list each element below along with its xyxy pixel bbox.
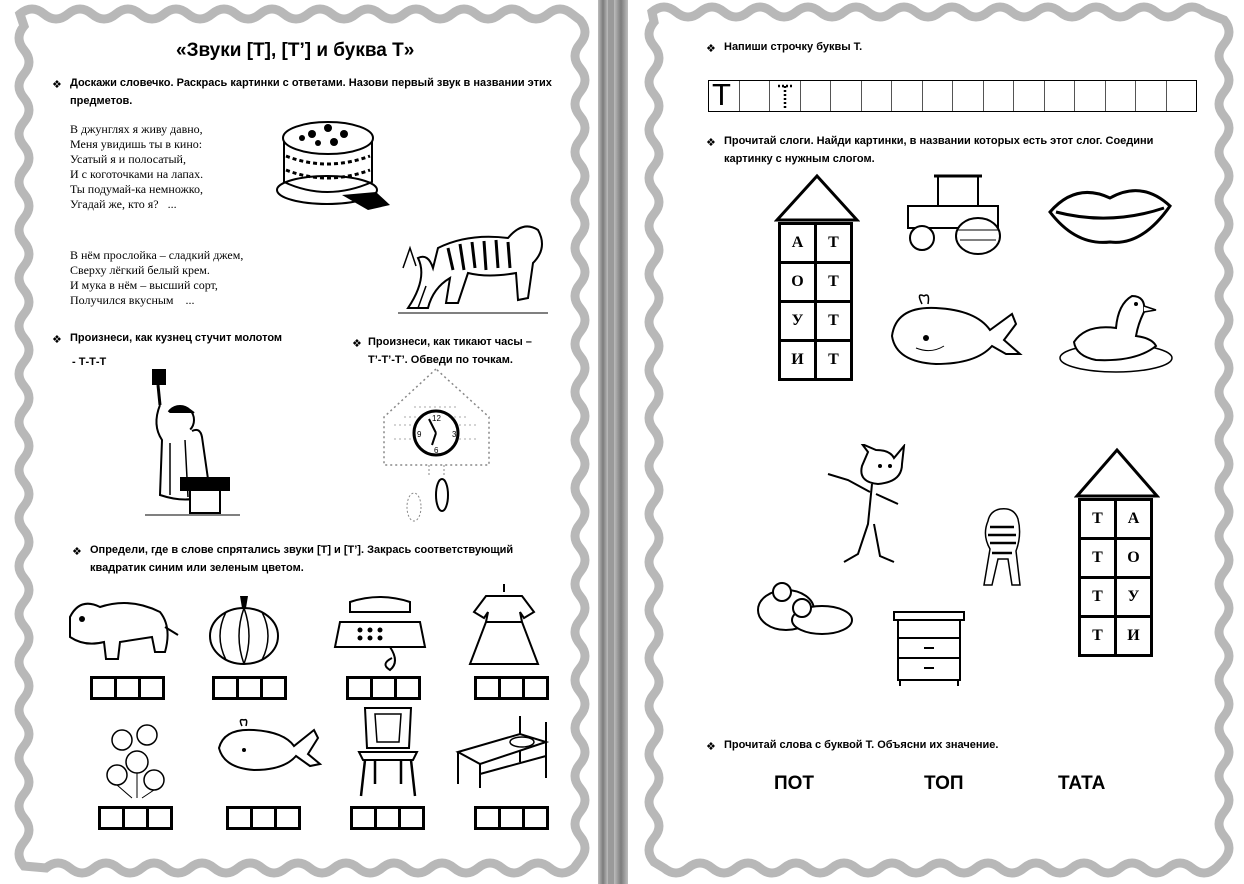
svg-text:3: 3 <box>452 430 457 439</box>
syllable-letter: У <box>1127 588 1140 605</box>
sample-letter: Т <box>712 77 731 112</box>
telephone-picture <box>330 592 430 672</box>
syllable-house-1 <box>774 172 860 380</box>
sound-boxes-telephone[interactable] <box>346 676 421 700</box>
bullet-icon: ❖ <box>52 78 62 91</box>
writing-cell-sample <box>709 77 740 112</box>
word-tata: ТАТА <box>1058 773 1106 794</box>
road-roller-picture <box>898 168 1008 258</box>
hippo-picture <box>60 597 180 667</box>
bullet-icon: ❖ <box>706 740 716 753</box>
bullet-icon: ❖ <box>706 42 716 55</box>
cake-picture <box>272 110 392 215</box>
task-read-words: Прочитай слова с буквой Т. Объясни их значение. <box>724 739 999 751</box>
syllable-letter: Т <box>1081 618 1117 654</box>
writing-cell[interactable] <box>862 81 893 111</box>
syllable-house-2 <box>1074 446 1160 656</box>
duck-picture <box>1056 290 1176 380</box>
worksheet-title: «Звуки [Т], [Т’] и буква Т» <box>176 40 415 61</box>
letter-writing-row[interactable] <box>708 77 1197 112</box>
slippers-picture <box>756 578 856 638</box>
sound-boxes-violets[interactable] <box>98 806 173 830</box>
writing-cell[interactable] <box>984 81 1015 111</box>
whale-picture <box>886 292 1026 372</box>
left-page <box>0 0 598 884</box>
syllable-letter: А <box>1127 510 1140 527</box>
riddle-tiger: В джунглях я живу давно, Меня увидишь ты в кино: Усатый я и полосатый, И с коготочками на лапах. Ты подумай-ка немножко, Угадай же, кто я? ... <box>70 122 204 211</box>
violets-picture <box>102 720 172 800</box>
word-pot: ПОТ <box>774 773 815 794</box>
syllable-letter: У <box>781 303 817 339</box>
cuckoo-clock-picture <box>374 367 504 527</box>
sound-boxes-chair[interactable] <box>350 806 425 830</box>
sound-boxes-bed[interactable] <box>474 806 549 830</box>
word-top: ТОП <box>924 773 964 794</box>
right-page <box>628 0 1244 884</box>
sound-boxes-whale[interactable] <box>226 806 301 830</box>
svg-text:6: 6 <box>434 446 439 455</box>
bullet-icon: ❖ <box>352 337 362 350</box>
writing-cell[interactable] <box>801 81 832 111</box>
task-clock: Произнеси, как тикают часы – Т’-Т’-Т’. Обведи по точкам. <box>368 336 532 366</box>
syllable-letter: Т <box>828 312 839 329</box>
sound-boxes-dress[interactable] <box>474 676 549 700</box>
svg-text:12: 12 <box>432 414 441 423</box>
writing-cell[interactable] <box>1075 81 1106 111</box>
house-roof <box>1074 446 1160 498</box>
syllable-letter: А <box>781 225 817 261</box>
syllable-letter: И <box>781 342 817 378</box>
svg-text:9: 9 <box>417 430 422 439</box>
syllable-letter: Т <box>1081 540 1117 576</box>
syllable-letter: Т <box>1081 501 1117 537</box>
syllable-letter: Т <box>828 351 839 368</box>
sound-boxes-hippo[interactable] <box>90 676 165 700</box>
syllable-letter: И <box>1127 627 1140 644</box>
house-roof <box>774 172 860 222</box>
cat-tom-picture <box>818 444 918 569</box>
task-sound-position: Определи, где в слове спрятались звуки [Т] и [Т’]. Закрась соответствующий квадратик синим или зеленым цветом. <box>90 544 514 574</box>
bullet-icon: ❖ <box>706 136 716 149</box>
lips-picture <box>1046 176 1176 251</box>
writing-cell[interactable] <box>740 81 771 111</box>
whale-picture <box>214 718 324 778</box>
syllable-letter: Т <box>828 273 839 290</box>
writing-cell[interactable] <box>953 81 984 111</box>
dress-picture <box>464 582 544 672</box>
page-gutter-left <box>598 0 608 884</box>
chair-picture <box>353 704 423 799</box>
task-syllables: Прочитай слоги. Найди картинки, в названии которых есть этот слог. Соедини картинку с нужным слогом. <box>724 135 1154 165</box>
riddle-cake: В нём прослойка – сладкий джем, Сверху лёгкий белый крем. И мука в нём – высший сорт, Получился вкусным ... <box>70 248 244 307</box>
syllable-letter: О <box>1127 549 1140 566</box>
bullet-icon: ❖ <box>52 333 62 346</box>
blacksmith-sound: - Т-Т-Т <box>72 356 107 368</box>
writing-cell[interactable] <box>1014 81 1045 111</box>
tiger-picture <box>398 208 553 318</box>
sound-boxes-pumpkin[interactable] <box>212 676 287 700</box>
task-blacksmith: Произнеси, как кузнец стучит молотом <box>70 332 283 344</box>
writing-cell-dotted[interactable] <box>770 81 801 111</box>
bullet-icon: ❖ <box>72 545 82 558</box>
writing-cell[interactable] <box>923 81 954 111</box>
nightstand-picture <box>890 608 970 688</box>
bed-picture <box>450 712 550 792</box>
syllable-letter: Т <box>1081 579 1117 615</box>
task-riddle: Доскажи словечко. Раскрась картинки с ответами. Назови первый звук в названии этих предметов. <box>70 77 552 107</box>
blacksmith-picture <box>130 365 250 525</box>
pumpkin-picture <box>204 594 284 669</box>
dotted-letter <box>770 81 799 111</box>
task-write-letter: Напиши строчку буквы Т. <box>724 41 863 53</box>
syllable-letter: Т <box>828 234 839 251</box>
writing-cell[interactable] <box>1167 81 1197 111</box>
writing-cell[interactable] <box>831 81 862 111</box>
syllable-letter: О <box>781 264 817 300</box>
writing-cell[interactable] <box>1136 81 1167 111</box>
page-gutter-right <box>614 0 628 884</box>
tiger-picture <box>972 505 1042 590</box>
writing-cell[interactable] <box>1045 81 1076 111</box>
writing-cell[interactable] <box>892 81 923 111</box>
writing-cell[interactable] <box>1106 81 1137 111</box>
